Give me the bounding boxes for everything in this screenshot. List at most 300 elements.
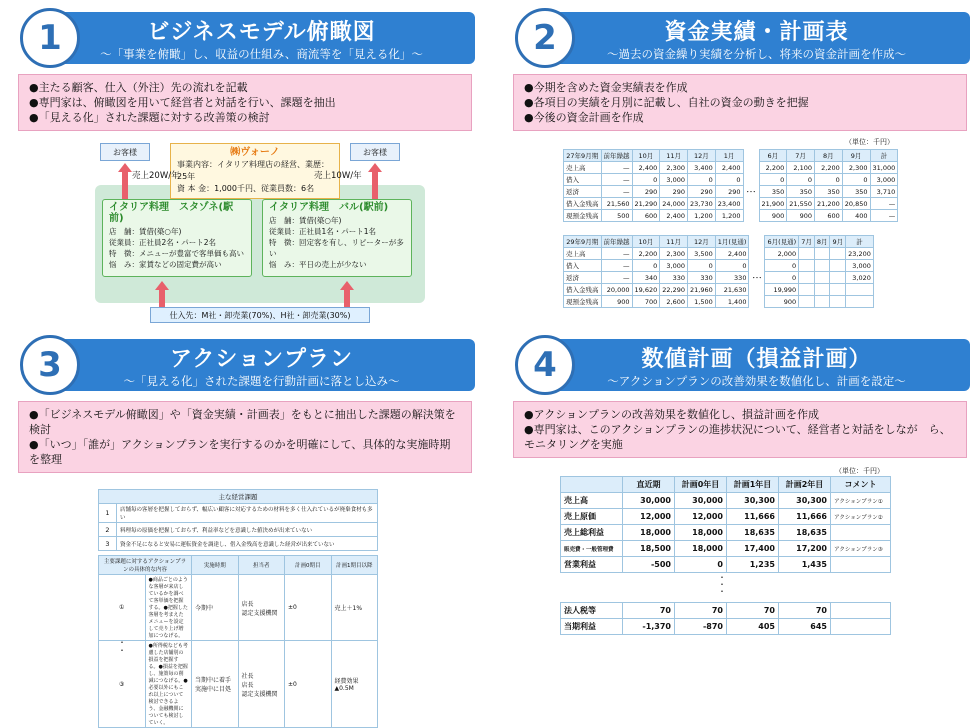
table-cell: 法人税等 — [561, 603, 623, 619]
table-cell: 1,200 — [715, 210, 743, 222]
table-row — [564, 248, 874, 260]
column-header: 9月 — [842, 150, 870, 162]
table-cell: 2,200 — [815, 162, 843, 174]
table-cell: 290 — [688, 186, 716, 198]
table-cell: — — [601, 260, 632, 272]
profit-table-bottom — [560, 602, 891, 635]
table-cell: 700 — [632, 296, 660, 308]
table-cell: 売上高 — [564, 248, 602, 260]
table-cell: 0 — [715, 174, 743, 186]
column-header: 6月 — [759, 150, 787, 162]
table-cell: ±0 — [285, 575, 332, 641]
table-cell: 400 — [842, 210, 870, 222]
company-name: ㈱ヴォーノ — [230, 147, 280, 158]
bullet: ●各項目の実績を月別に記載し、自社の資金の動きを把握 — [524, 96, 809, 109]
table-cell: 3,020 — [846, 272, 874, 284]
table-cell — [743, 162, 759, 174]
table-cell: 0 — [715, 260, 749, 272]
table-cell — [749, 248, 765, 260]
table-cell: 30,300 — [779, 493, 831, 509]
header-row — [561, 477, 891, 493]
section-subtitle: ～過去の資金繰り実績を分析し、将来の資金計画を作成～ — [607, 47, 906, 61]
customer-box-right: お客様 — [350, 143, 400, 161]
table-cell — [743, 210, 759, 222]
table-cell: 1,500 — [688, 296, 716, 308]
table-cell: 24,000 — [660, 198, 688, 210]
table-row — [564, 296, 874, 308]
table-cell — [799, 272, 815, 284]
arrow-up-icon — [155, 281, 169, 290]
table-cell: 23,200 — [846, 248, 874, 260]
table-cell: 17,400 — [727, 541, 779, 557]
section-subtitle: ～「見える化」された課題を行動計画に落とし込み～ — [123, 374, 400, 388]
shop-line: 悩 み：平日の売上が少ない — [269, 260, 367, 269]
table-cell: 2,200 — [632, 248, 660, 260]
shop-line: 悩 み：家賃などの固定費が高い — [109, 260, 222, 269]
table-cell: アクションプラン③ — [831, 541, 891, 557]
table-cell: 20,850 — [842, 198, 870, 210]
table-cell: 70 — [675, 603, 727, 619]
table-cell: 18,635 — [779, 525, 831, 541]
table-cell: 30,300 — [727, 493, 779, 509]
table-cell: 借入金残高 — [564, 284, 602, 296]
table-cell: 借入 — [564, 174, 602, 186]
table-cell: 350 — [842, 186, 870, 198]
section-header — [505, 335, 970, 393]
header-band — [48, 339, 475, 391]
table-row — [564, 186, 898, 198]
table-cell: 23,730 — [688, 198, 716, 210]
table-cell: 330 — [660, 272, 688, 284]
table-row — [561, 603, 891, 619]
section-number: 3 — [20, 335, 80, 395]
table-cell: — — [870, 198, 898, 210]
table-cell — [749, 284, 765, 296]
column-header: 担当者 — [238, 556, 285, 575]
shop-line: 店 舗：賃借(築○年) — [109, 227, 182, 236]
column-header — [561, 477, 623, 493]
column-header: コメント — [831, 477, 891, 493]
table-cell: 2,300 — [660, 162, 688, 174]
table-cell: 2,400 — [715, 162, 743, 174]
table-cell: 2,400 — [632, 162, 660, 174]
table-cell — [830, 296, 846, 308]
table-cell: 18,635 — [727, 525, 779, 541]
table-cell — [846, 296, 874, 308]
table-cell: 21,550 — [787, 198, 815, 210]
table-cell: 3,000 — [870, 174, 898, 186]
table-cell: 350 — [787, 186, 815, 198]
section-header — [10, 8, 480, 66]
continuation-dots: ･･･ — [752, 274, 762, 282]
table-cell: 0 — [759, 174, 787, 186]
bullet: ●「いつ」「誰が」アクションプランを実行するのかを明確にして、具体的な実施時期を整理 — [29, 438, 451, 466]
section-subtitle: ～アクションプランの改善効果を数値化し、計画を設定～ — [607, 374, 906, 388]
table-cell: 2,200 — [759, 162, 787, 174]
table-cell: 30,000 — [623, 493, 675, 509]
column-header: 計画1期目以降 — [331, 556, 378, 575]
table-cell: 600 — [632, 210, 660, 222]
section-number: 1 — [20, 8, 80, 68]
table-row — [564, 210, 898, 222]
table-row — [564, 162, 898, 174]
table-cell: ① — [99, 575, 146, 641]
cash-tables — [505, 137, 970, 317]
table-cell: — — [601, 186, 632, 198]
section-title: 資金実績・計画表 — [664, 20, 849, 45]
table-cell: 290 — [632, 186, 660, 198]
table-cell: 18,000 — [623, 525, 675, 541]
bullet: ●「ビジネスモデル俯瞰図」や「資金実績・計画表」をもとに抽出した課題の解決策を検討 — [29, 408, 456, 436]
shop-title: イタリア料理 スタゾネ(駅前) — [109, 202, 234, 224]
shop-line: 従業員：正社員2名・パート2名 — [109, 238, 217, 247]
table-cell: 0 — [688, 174, 716, 186]
table-cell: 12,000 — [623, 509, 675, 525]
table-cell: 社長 店長 認定支援機関 — [238, 641, 285, 728]
shop-title: イタリア料理 バル(駅前) — [269, 202, 389, 213]
table-cell: 30,000 — [675, 493, 727, 509]
column-header — [749, 236, 765, 248]
table-cell: 2,300 — [660, 248, 688, 260]
table-cell: 405 — [727, 619, 779, 635]
column-header: 10月 — [632, 236, 660, 248]
column-header: 8月 — [815, 150, 843, 162]
table-cell — [799, 296, 815, 308]
table-cell: ●商品ごとのような客層が来店しているかを調べて客単価を把握する。●把握した客層を考まえたメニューを設定して売り上げ増加につなげる。 — [145, 575, 192, 641]
table-cell — [846, 284, 874, 296]
section-header — [505, 8, 970, 66]
column-header: 9月 — [830, 236, 846, 248]
section-title: 数値計画（損益計画） — [641, 347, 872, 372]
table-row — [564, 198, 898, 210]
table-cell: 290 — [660, 186, 688, 198]
table-cell — [830, 248, 846, 260]
arrow-up-icon — [118, 163, 132, 172]
table-cell: — — [601, 272, 632, 284]
table-cell: 21,560 — [601, 198, 632, 210]
table-cell: 3,000 — [660, 260, 688, 272]
column-header: 計 — [870, 150, 898, 162]
profit-table — [560, 476, 891, 573]
continuation-dots: ･ ･ — [120, 638, 125, 655]
column-header: 前年繰越 — [601, 236, 632, 248]
section-number: 4 — [515, 335, 575, 395]
table-cell: 2,000 — [765, 248, 799, 260]
table-cell: 0 — [675, 557, 727, 573]
table-cell: 売上高 — [561, 493, 623, 509]
column-header: 主要課題に対するアクションプランの具体的な内容 — [99, 556, 192, 575]
table-cell: -500 — [623, 557, 675, 573]
header-row — [99, 556, 378, 575]
table-row: 2 料理毎の原価を把握しておらず、利益率などを意識した値決めが出来ていない — [99, 523, 378, 537]
header-row — [564, 236, 874, 248]
column-header: 1月 — [715, 150, 743, 162]
table-cell: 現預金残高 — [564, 210, 602, 222]
shop-box-2 — [262, 199, 412, 277]
unit-label: （単位：千円） — [835, 467, 884, 475]
table-cell: 店長 認定支援機関 — [238, 575, 285, 641]
column-header: 実施時期 — [192, 556, 239, 575]
bullet: ●アクションプランの改善効果を数値化し、損益計画を作成 — [524, 408, 820, 421]
header-band — [543, 12, 970, 64]
column-header: 前年繰越 — [601, 150, 632, 162]
table-row — [564, 174, 898, 186]
table-cell: 売上総利益 — [561, 525, 623, 541]
table-row: 3 資金不足になると安易に運転資金を調達し、借入金残高を意識した経営が出来ていない — [99, 537, 378, 551]
issues-table — [98, 489, 378, 551]
sales-right: 売上10W/年 — [314, 171, 362, 181]
table-cell — [830, 272, 846, 284]
shop-box-1 — [102, 199, 252, 277]
table-cell — [814, 284, 830, 296]
section-title: アクションプラン — [170, 347, 353, 372]
customer-box-left: お客様 — [100, 143, 150, 161]
table-cell: 11,666 — [779, 509, 831, 525]
column-header: 計画0期目 — [285, 556, 332, 575]
table-cell: 2,400 — [660, 210, 688, 222]
section-subtitle: ～「事業を俯瞰」し、収益の仕組み、商流等を「見える化」～ — [100, 47, 423, 61]
table-cell — [814, 296, 830, 308]
arrow-shaft — [159, 290, 165, 307]
table-cell: 900 — [759, 210, 787, 222]
column-header: 計画1年目 — [727, 477, 779, 493]
table-cell: 70 — [727, 603, 779, 619]
table-cell: 1,435 — [779, 557, 831, 573]
supplier-box: 仕入先：M社・卸売業(70%)、H社・卸売業(30%) — [150, 307, 370, 323]
table-cell: 645 — [779, 619, 831, 635]
summary-box — [513, 401, 967, 458]
table-cell — [814, 260, 830, 272]
table-cell: — — [870, 210, 898, 222]
column-header: 7月 — [799, 236, 815, 248]
column-header: 直近期 — [623, 477, 675, 493]
column-header: 11月 — [660, 236, 688, 248]
section-business-model — [10, 8, 480, 324]
table-cell: 17,200 — [779, 541, 831, 557]
company-line: 資 本 金：1,000千円、従業員数：6名 — [177, 184, 315, 193]
table-cell: 今期中 — [192, 575, 239, 641]
table-cell: 600 — [815, 210, 843, 222]
summary-box — [18, 74, 472, 131]
table-cell: 3,500 — [688, 248, 716, 260]
table-row — [561, 541, 891, 557]
issues-header: 主な経営課題 — [99, 490, 378, 504]
table-cell: 2,300 — [842, 162, 870, 174]
arrow-shaft — [122, 172, 128, 202]
column-header: 1月(見通) — [715, 236, 749, 248]
shop-line: 特 徴：回定客を有し、リピーターが多い — [269, 238, 404, 258]
table-cell: 1,200 — [688, 210, 716, 222]
column-header: 8月 — [814, 236, 830, 248]
table-cell: 21,900 — [759, 198, 787, 210]
table-cell: 0 — [632, 260, 660, 272]
table-cell — [814, 272, 830, 284]
action-tables — [10, 489, 480, 726]
table-cell: ●所得税なども考慮した店舗別の損益を把握する。●損益を把握し、施策毎の削減につなげる。●必要以外にもこれ以上について検討できるよう、金融機関についても検討していく。 — [145, 641, 192, 728]
continuation-dots: ･･･ — [746, 188, 756, 196]
table-cell: 販売費・一般管理費 — [561, 541, 623, 557]
cash-table-actual — [563, 149, 898, 222]
table-cell: — — [601, 174, 632, 186]
table-cell: 借入金残高 — [564, 198, 602, 210]
shop-line: 従業員：正社員1名・パート1名 — [269, 227, 377, 236]
arrow-shaft — [372, 172, 378, 202]
table-cell: 0 — [842, 174, 870, 186]
shop-line: 店 舗：賃借(築○年) — [269, 216, 342, 225]
bullet: ●今後の資金計画を作成 — [524, 111, 644, 124]
table-cell: 330 — [688, 272, 716, 284]
business-diagram — [10, 139, 480, 324]
section-number: 2 — [515, 8, 575, 68]
table-cell — [743, 198, 759, 210]
table-cell: 900 — [601, 296, 632, 308]
table-cell: 現預金残高 — [564, 296, 602, 308]
column-header: 7月 — [787, 150, 815, 162]
table-cell: 営業利益 — [561, 557, 623, 573]
column-header: 計 — [846, 236, 874, 248]
arrow-up-icon — [340, 281, 354, 290]
table-cell — [831, 603, 891, 619]
table-cell: 借入 — [564, 260, 602, 272]
column-header: 12月 — [688, 150, 716, 162]
table-cell — [831, 557, 891, 573]
table-cell: 900 — [787, 210, 815, 222]
table-row — [99, 641, 378, 728]
bullet: ●専門家は、俯瞰図を用いて経営者と対話を行い、課題を抽出 — [29, 96, 336, 109]
table-cell: 500 — [601, 210, 632, 222]
table-cell: 350 — [815, 186, 843, 198]
table-cell: 返済 — [564, 272, 602, 284]
table-cell — [799, 284, 815, 296]
header-band — [48, 12, 475, 64]
header-row — [564, 150, 898, 162]
table-cell: 70 — [623, 603, 675, 619]
table-cell: 3,000 — [660, 174, 688, 186]
table-cell: 22,290 — [660, 284, 688, 296]
plan-table — [98, 555, 378, 728]
table-cell: 11,666 — [727, 509, 779, 525]
column-header: 6月(見通) — [765, 236, 799, 248]
table-cell: 19,620 — [632, 284, 660, 296]
table-cell — [749, 260, 765, 272]
continuation-dots: ･ ･ ･ — [720, 573, 725, 596]
table-cell: 2,600 — [660, 296, 688, 308]
header-band — [543, 339, 970, 391]
table-row — [561, 619, 891, 635]
bullet: ●今期を含めた資金実績表を作成 — [524, 81, 688, 94]
arrow-shaft — [344, 290, 350, 307]
table-cell: -870 — [675, 619, 727, 635]
table-cell: 23,400 — [715, 198, 743, 210]
table-cell: 18,000 — [675, 525, 727, 541]
table-row — [564, 284, 874, 296]
table-cell — [831, 619, 891, 635]
table-cell: 31,000 — [870, 162, 898, 174]
profit-tables — [505, 466, 970, 656]
table-cell: -1,370 — [623, 619, 675, 635]
table-cell: 900 — [765, 296, 799, 308]
table-cell: 当期中に着手 実施中に目処 — [192, 641, 239, 728]
table-cell — [831, 525, 891, 541]
table-cell: 70 — [779, 603, 831, 619]
section-profit-plan — [505, 335, 970, 656]
table-row — [561, 557, 891, 573]
sales-left: 売上20W/年 — [132, 171, 180, 181]
table-cell: 12,000 — [675, 509, 727, 525]
table-cell — [830, 284, 846, 296]
table-cell: 340 — [632, 272, 660, 284]
table-cell: アクションプラン① — [831, 493, 891, 509]
table-cell: 18,500 — [623, 541, 675, 557]
table-cell: 1,400 — [715, 296, 749, 308]
section-header — [10, 335, 480, 393]
bullet: ●「見える化」された課題に対する改善策の検討 — [29, 111, 270, 124]
column-header: 27年9月期 — [564, 150, 602, 162]
table-row — [561, 509, 891, 525]
table-cell: — — [601, 162, 632, 174]
company-line: 事業内容：イタリア料理店の経営、業歴：25年 — [177, 160, 329, 181]
table-cell — [743, 174, 759, 186]
table-cell: 2,400 — [715, 248, 749, 260]
bullet: ●主たる顧客、仕入（外注）先の流れを記載 — [29, 81, 248, 94]
table-cell: 21,960 — [688, 284, 716, 296]
table-row — [564, 260, 874, 272]
shop-line: 特 徴：メニューが豊富で客単価も高い — [109, 249, 244, 258]
table-cell: 0 — [787, 174, 815, 186]
table-cell: 1,235 — [727, 557, 779, 573]
table-row — [561, 493, 891, 509]
arrow-up-icon — [368, 163, 382, 172]
table-cell: 290 — [715, 186, 743, 198]
table-cell: 20,000 — [601, 284, 632, 296]
column-header: 計画0年目 — [675, 477, 727, 493]
table-cell: 3,710 — [870, 186, 898, 198]
table-row — [99, 575, 378, 641]
table-cell — [799, 248, 815, 260]
table-cell: 売上＋1% — [331, 575, 378, 641]
table-row: 1 店舗毎の客層を把握しておらず、幅広い顧客に対応するための材料を多く仕入れているが廃棄食材も多い — [99, 504, 378, 523]
table-cell: 21,290 — [632, 198, 660, 210]
table-cell — [799, 260, 815, 272]
cash-table-plan — [563, 235, 874, 308]
summary-box — [513, 74, 967, 131]
table-cell: 0 — [632, 174, 660, 186]
table-cell: 0 — [765, 272, 799, 284]
table-cell: 21,630 — [715, 284, 749, 296]
section-cash-plan — [505, 8, 970, 317]
table-cell: 0 — [815, 174, 843, 186]
summary-box — [18, 401, 472, 473]
table-cell: 売上高 — [564, 162, 602, 174]
table-cell: 当期利益 — [561, 619, 623, 635]
table-row — [561, 525, 891, 541]
table-cell: 返済 — [564, 186, 602, 198]
table-cell: 19,990 — [765, 284, 799, 296]
table-cell: 18,000 — [675, 541, 727, 557]
table-cell: 350 — [759, 186, 787, 198]
table-cell: 330 — [715, 272, 749, 284]
table-cell: 3,000 — [846, 260, 874, 272]
table-cell: ±0 — [285, 641, 332, 728]
table-cell: 0 — [688, 260, 716, 272]
unit-label: （単位：千円） — [845, 138, 894, 146]
table-cell: 21,200 — [815, 198, 843, 210]
section-action-plan — [10, 335, 480, 726]
column-header: 10月 — [632, 150, 660, 162]
table-cell: — — [601, 248, 632, 260]
column-header: 11月 — [660, 150, 688, 162]
table-cell — [749, 296, 765, 308]
